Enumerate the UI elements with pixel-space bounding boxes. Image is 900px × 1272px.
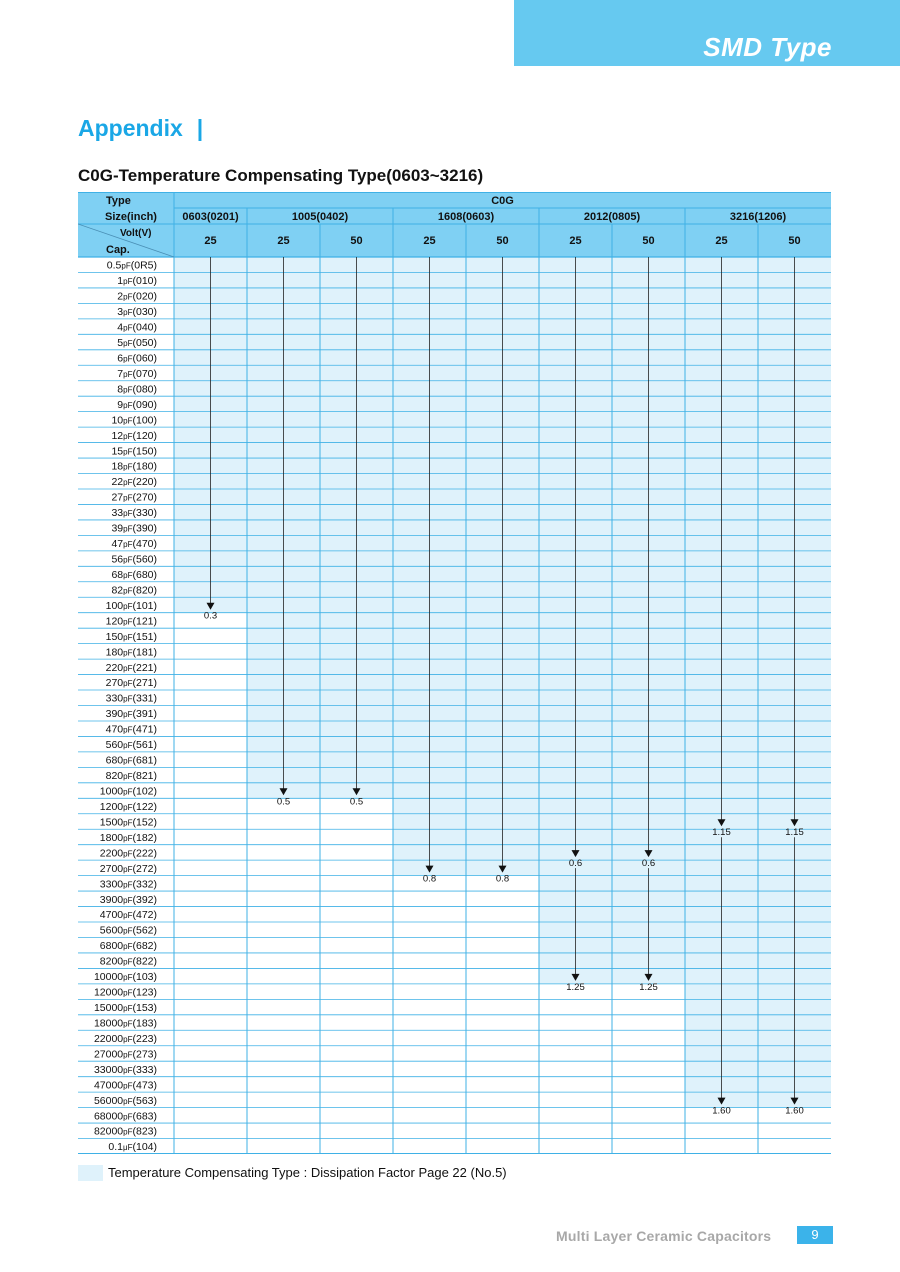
capacitance-value: 1500 — [99, 816, 124, 829]
capacitance-label — [111, 461, 157, 473]
capacitance-value: 1200 — [99, 800, 124, 813]
capacitance-value: 220 — [105, 661, 124, 674]
capacitance-value: 10000 — [93, 971, 124, 984]
capacitance-value: 560 — [105, 739, 124, 752]
type-value: C0G — [491, 195, 514, 207]
capacitance-label — [100, 801, 157, 813]
capacitance-label — [94, 1126, 157, 1138]
capacitance-unit: μF — [122, 1143, 133, 1153]
capacitance-label — [94, 1048, 157, 1060]
capacitance-code: (180) — [132, 460, 157, 473]
capacitance-unit: pF — [123, 725, 133, 735]
thickness-label: 1.60 — [785, 1105, 804, 1117]
capacitance-value: 4700 — [99, 909, 124, 922]
capacitance-value: 27000 — [93, 1048, 124, 1061]
capacitance-value: 15000 — [93, 1002, 124, 1015]
capacitance-unit: pF — [123, 679, 133, 689]
capacitance-label — [117, 383, 157, 395]
capacitance-code: (050) — [132, 336, 157, 349]
capacitance-value: 5600 — [99, 924, 124, 937]
voltage-header: 25 — [715, 235, 728, 247]
capacitance-code: (010) — [132, 275, 157, 288]
page-section-heading — [78, 115, 203, 142]
capacitance-value: 82 — [111, 584, 124, 597]
volt-label: Volt(V) — [120, 228, 152, 239]
size-header: 3216(1206) — [729, 211, 787, 223]
capacitance-code: (090) — [132, 398, 157, 411]
capacitance-unit: pF — [123, 710, 133, 720]
capacitance-unit: pF — [123, 1004, 133, 1014]
capacitance-value: 15 — [111, 445, 124, 458]
capacitance-unit: pF — [121, 261, 131, 271]
capacitance-code: (820) — [132, 584, 157, 597]
capacitance-unit: pF — [123, 1019, 133, 1029]
capacitance-label — [107, 260, 157, 272]
capacitance-code: (102) — [132, 785, 157, 798]
capacitance-label — [117, 306, 157, 318]
capacitance-value: 120 — [105, 615, 124, 628]
page-number: 9 — [797, 1226, 833, 1244]
capacitance-value: 1800 — [99, 831, 124, 844]
capacitance-unit: pF — [123, 385, 133, 395]
capacitance-code: (151) — [132, 630, 157, 643]
capacitance-value: 390 — [105, 708, 124, 721]
legend-text: Temperature Compensating Type : Dissipation Factor Page 22 (No.5) — [108, 1165, 507, 1180]
capacitance-label — [111, 445, 157, 457]
capacitance-unit: pF — [123, 540, 133, 550]
capacitance-code: (562) — [132, 924, 157, 937]
capacitance-code: (561) — [132, 739, 157, 752]
thickness-label: 0.6 — [641, 858, 656, 870]
capacitance-code: (560) — [132, 553, 157, 566]
capacitance-value: 3 — [117, 306, 124, 319]
capacitance-value: 33 — [111, 507, 124, 520]
capacitance-value: 8200 — [99, 955, 124, 968]
capacitance-unit: pF — [123, 369, 133, 379]
capacitance-unit: pF — [123, 802, 133, 812]
capacitance-code: (103) — [132, 971, 157, 984]
capacitance-label — [111, 430, 157, 442]
capacitance-unit: pF — [123, 354, 133, 364]
capacitance-unit: pF — [123, 277, 133, 287]
capacitance-label — [111, 538, 157, 550]
capacitance-value: 18 — [111, 460, 124, 473]
capacitance-unit: pF — [123, 973, 133, 983]
capacitance-label — [94, 1110, 157, 1122]
capacitance-unit: pF — [123, 942, 133, 952]
capacitance-unit: pF — [123, 323, 133, 333]
size-header: 1608(0603) — [437, 211, 495, 223]
thickness-label: 0.3 — [203, 610, 218, 622]
capacitance-code: (391) — [132, 708, 157, 721]
capacitance-value: 10 — [111, 414, 124, 427]
capacitance-unit: pF — [123, 1065, 133, 1075]
capacitance-value: 3900 — [99, 893, 124, 906]
thickness-label: 0.6 — [568, 858, 583, 870]
capacitance-value: 56000 — [93, 1094, 124, 1107]
capacitance-code: (821) — [132, 770, 157, 783]
capacitance-value: 3300 — [99, 878, 124, 891]
capacitance-label — [94, 1002, 157, 1014]
capacitance-value: 5 — [117, 336, 124, 349]
capacitance-code: (122) — [132, 800, 157, 813]
capacitance-value: 12000 — [93, 986, 124, 999]
capacitance-label — [111, 414, 157, 426]
capacitance-unit: pF — [123, 292, 133, 302]
capacitance-unit: pF — [123, 524, 133, 534]
capacitance-value: 12 — [111, 429, 124, 442]
capacitance-label — [111, 492, 157, 504]
capacitance-code: (040) — [132, 321, 157, 334]
capacitance-unit: pF — [123, 694, 133, 704]
thickness-label: 1.60 — [712, 1105, 731, 1117]
capacitance-label — [100, 894, 157, 906]
capacitance-code: (104) — [132, 1141, 157, 1154]
capacitance-label — [111, 554, 157, 566]
capacitance-value: 270 — [105, 677, 124, 690]
size-label: Size(inch) — [105, 211, 157, 223]
thickness-label: 0.5 — [276, 796, 291, 808]
capacitance-code: (273) — [132, 1048, 157, 1061]
capacitance-label — [106, 693, 157, 705]
capacitance-label — [94, 1079, 157, 1091]
capacitance-unit: pF — [123, 462, 133, 472]
capacitance-unit: pF — [123, 478, 133, 488]
capacitance-label — [100, 785, 157, 797]
capacitance-label — [106, 739, 157, 751]
capacitance-code: (222) — [132, 847, 157, 860]
voltage-header: 50 — [642, 235, 655, 247]
capacitance-code: (150) — [132, 445, 157, 458]
capacitance-code: (683) — [132, 1110, 157, 1123]
capacitance-label — [111, 476, 157, 488]
capacitance-code: (183) — [132, 1017, 157, 1030]
capacitance-unit: pF — [123, 509, 133, 519]
capacitance-value: 33000 — [93, 1063, 124, 1076]
capacitance-value: 22 — [111, 476, 124, 489]
capacitance-value: 7 — [117, 367, 124, 380]
capacitance-label — [100, 832, 157, 844]
capacitance-value: 1000 — [99, 785, 124, 798]
capacitance-label — [94, 987, 157, 999]
capacitance-code: (123) — [132, 986, 157, 999]
capacitance-label — [111, 507, 157, 519]
capacitance-code: (060) — [132, 352, 157, 365]
capacitance-unit: pF — [123, 880, 133, 890]
capacitance-code: (181) — [132, 646, 157, 659]
capacitance-code: (332) — [132, 878, 157, 891]
capacitance-unit: pF — [123, 787, 133, 797]
capacitance-label — [117, 291, 157, 303]
capacitance-label — [94, 971, 157, 983]
category-title: SMD Type — [703, 32, 832, 62]
capacitance-unit: pF — [123, 772, 133, 782]
capacitance-code: (390) — [132, 522, 157, 535]
capacitance-value: 47000 — [93, 1079, 124, 1092]
capacitance-value: 470 — [105, 723, 124, 736]
capacitance-unit: pF — [123, 864, 133, 874]
capacitance-label — [106, 677, 157, 689]
capacitance-label — [100, 909, 157, 921]
capacitance-value: 4 — [117, 321, 124, 334]
capacitance-code: (333) — [132, 1063, 157, 1076]
capacitance-unit: pF — [123, 431, 133, 441]
capacitance-unit: pF — [123, 833, 133, 843]
capacitance-value: 82000 — [93, 1125, 124, 1138]
capacitance-value: 150 — [105, 630, 124, 643]
capacitance-code: (070) — [132, 367, 157, 380]
capacitance-unit: pF — [123, 988, 133, 998]
table-title: C0G-Temperature Compensating Type(0603~3216) — [78, 166, 484, 185]
capacitance-unit: pF — [123, 1127, 133, 1137]
capacitance-value: 820 — [105, 770, 124, 783]
capacitance-label — [100, 816, 157, 828]
capacitance-label — [106, 770, 157, 782]
capacitance-label — [117, 368, 157, 380]
size-header: 1005(0402) — [291, 211, 349, 223]
capacitance-code: (822) — [132, 955, 157, 968]
capacitance-unit: pF — [123, 756, 133, 766]
capacitance-unit: pF — [123, 601, 133, 611]
size-header: 0603(0201) — [182, 211, 239, 223]
capacitance-code: (080) — [132, 383, 157, 396]
capacitance-label — [106, 724, 157, 736]
capacitance-unit: pF — [123, 663, 133, 673]
capacitance-code: (470) — [132, 538, 157, 551]
capacitance-unit: pF — [123, 416, 133, 426]
capacitance-code: (221) — [132, 661, 157, 674]
capacitance-label — [111, 523, 157, 535]
capacitance-label — [117, 322, 157, 334]
capacitance-code: (272) — [132, 862, 157, 875]
capacitance-code: (220) — [132, 476, 157, 489]
capacitance-code: (330) — [132, 507, 157, 520]
capacitance-code: (471) — [132, 723, 157, 736]
thickness-label: 0.5 — [349, 796, 364, 808]
capacitance-label — [108, 1141, 157, 1153]
capacitance-code: (0R5) — [130, 259, 157, 272]
capacitance-label — [100, 940, 157, 952]
capacitance-unit: pF — [123, 617, 133, 627]
capacitance-label — [100, 956, 157, 968]
capacitance-code: (121) — [132, 615, 157, 628]
capacitance-unit: pF — [123, 1096, 133, 1106]
capacitance-code: (120) — [132, 429, 157, 442]
capacitance-unit: pF — [123, 648, 133, 658]
capacitance-value: 18000 — [93, 1017, 124, 1030]
capacitance-code: (270) — [132, 491, 157, 504]
capacitance-value: 100 — [105, 599, 124, 612]
voltage-header: 50 — [350, 235, 363, 247]
capacitance-value: 680 — [105, 754, 124, 767]
capacitance-label — [94, 1033, 157, 1045]
capacitance-value: 8 — [117, 383, 124, 396]
capacitance-label — [106, 600, 157, 612]
thickness-label: 1.15 — [785, 827, 804, 839]
capacitance-unit: pF — [123, 586, 133, 596]
capacitance-unit: pF — [123, 1034, 133, 1044]
capacitance-label — [106, 662, 157, 674]
capacitance-value: 9 — [117, 398, 124, 411]
capacitance-unit: pF — [123, 1050, 133, 1060]
capacitance-value: 2700 — [99, 862, 124, 875]
capacitance-code: (152) — [132, 816, 157, 829]
capacitance-unit: pF — [123, 926, 133, 936]
section-separator: | — [196, 115, 204, 141]
capacitance-unit: pF — [123, 338, 133, 348]
capacitance-label — [106, 708, 157, 720]
capacitance-unit: pF — [123, 1112, 133, 1122]
capacitance-value: 56 — [111, 553, 124, 566]
capacitance-code: (472) — [132, 909, 157, 922]
capacitance-unit: pF — [123, 1081, 133, 1091]
capacitance-label — [106, 615, 157, 627]
voltage-header: 25 — [204, 235, 217, 247]
capacitance-value: 0.5 — [106, 259, 122, 272]
capacitance-value: 22000 — [93, 1032, 124, 1045]
capacitance-code: (153) — [132, 1002, 157, 1015]
capacitance-table — [78, 192, 834, 1154]
capacitance-value: 330 — [105, 692, 124, 705]
capacitance-value: 39 — [111, 522, 124, 535]
voltage-header: 25 — [569, 235, 582, 247]
capacitance-label — [111, 584, 157, 596]
capacitance-label — [100, 847, 157, 859]
capacitance-unit: pF — [123, 895, 133, 905]
capacitance-unit: pF — [123, 555, 133, 565]
capacitance-label — [117, 399, 157, 411]
footer-title: Multi Layer Ceramic Capacitors — [556, 1228, 772, 1244]
capacitance-code: (223) — [132, 1032, 157, 1045]
thickness-label: 1.25 — [639, 981, 658, 993]
legend-swatch — [78, 1165, 103, 1181]
capacitance-unit: pF — [123, 911, 133, 921]
type-label: Type — [106, 195, 131, 207]
capacitance-label — [94, 1017, 157, 1029]
capacitance-label — [106, 631, 157, 643]
capacitance-code: (182) — [132, 831, 157, 844]
capacitance-unit: pF — [123, 493, 133, 503]
capacitance-unit: pF — [123, 849, 133, 859]
capacitance-unit: pF — [123, 632, 133, 642]
capacitance-code: (331) — [132, 692, 157, 705]
thickness-label: 0.8 — [422, 873, 437, 885]
capacitance-value: 180 — [105, 646, 124, 659]
capacitance-label — [100, 878, 157, 890]
capacitance-label — [111, 569, 157, 581]
capacitance-value: 0.1 — [108, 1141, 123, 1154]
capacitance-code: (020) — [132, 290, 157, 303]
cap-label: Cap. — [106, 244, 130, 256]
capacitance-label — [117, 275, 157, 287]
voltage-header: 50 — [496, 235, 509, 247]
capacitance-code: (271) — [132, 677, 157, 690]
capacitance-value: 47 — [111, 538, 124, 551]
capacitance-value: 6 — [117, 352, 124, 365]
voltage-header: 25 — [277, 235, 290, 247]
voltage-header: 25 — [423, 235, 436, 247]
capacitance-label — [117, 337, 157, 349]
capacitance-code: (682) — [132, 940, 157, 953]
capacitance-value: 27 — [111, 491, 124, 504]
capacitance-label — [94, 1064, 157, 1076]
capacitance-unit: pF — [123, 308, 133, 318]
capacitance-label — [100, 925, 157, 937]
capacitance-label — [106, 755, 157, 767]
section-title: Appendix — [78, 115, 183, 141]
capacitance-unit: pF — [123, 447, 133, 457]
thickness-label: 1.15 — [712, 827, 731, 839]
capacitance-label — [117, 352, 157, 364]
capacitance-label — [94, 1095, 157, 1107]
capacitance-value: 2200 — [99, 847, 124, 860]
thickness-label: 1.25 — [566, 981, 585, 993]
capacitance-code: (680) — [132, 568, 157, 581]
capacitance-label — [100, 863, 157, 875]
capacitance-code: (101) — [132, 599, 157, 612]
voltage-header: 50 — [788, 235, 801, 247]
size-header: 2012(0805) — [583, 211, 641, 223]
capacitance-value: 1 — [117, 275, 124, 288]
capacitance-code: (823) — [132, 1125, 157, 1138]
capacitance-code: (563) — [132, 1094, 157, 1107]
capacitance-unit: pF — [123, 741, 133, 751]
capacitance-code: (100) — [132, 414, 157, 427]
capacitance-code: (030) — [132, 306, 157, 319]
capacitance-value: 68 — [111, 568, 124, 581]
capacitance-value: 6800 — [99, 940, 124, 953]
capacitance-code: (473) — [132, 1079, 157, 1092]
capacitance-unit: pF — [123, 818, 133, 828]
capacitance-unit: pF — [123, 957, 133, 967]
capacitance-value: 2 — [117, 290, 124, 303]
capacitance-code: (392) — [132, 893, 157, 906]
capacitance-label — [106, 646, 157, 658]
capacitance-unit: pF — [123, 570, 133, 580]
capacitance-value: 68000 — [93, 1110, 124, 1123]
capacitance-unit: pF — [123, 400, 133, 410]
thickness-label: 0.8 — [495, 873, 510, 885]
capacitance-code: (681) — [132, 754, 157, 767]
